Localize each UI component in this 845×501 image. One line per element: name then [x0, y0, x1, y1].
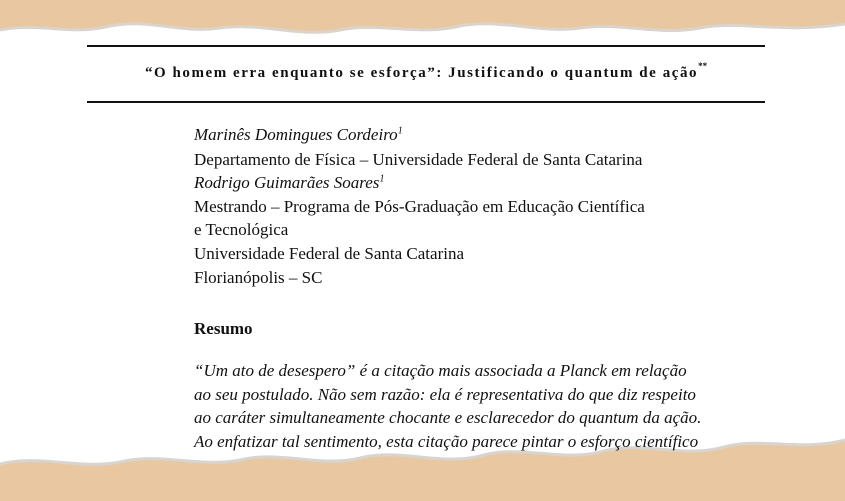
title-footnote-mark: **	[698, 61, 708, 71]
author-1-mark: 1	[397, 125, 403, 137]
abstract-heading: Resumo	[194, 319, 253, 338]
affiliation-line-3: e Tecnológica	[194, 220, 289, 239]
abstract-line-2: ao seu postulado. Não sem razão: ela é representativa do que diz respeito	[194, 385, 696, 404]
abstract-line-3: ao caráter simultaneamente chocante e esclarecedor do quantum da ação.	[194, 408, 702, 427]
author-1-name: Marinês Domingues Cordeiro	[194, 125, 398, 144]
author-2	[194, 173, 384, 193]
paper-title	[87, 63, 765, 82]
affiliation-line-2: Mestrando – Programa de Pós-Graduação em Educação Científica	[194, 197, 645, 216]
abstract-line-1: “Um ato de desespero” é a citação mais associada a Planck em relação	[194, 361, 687, 380]
abstract-line-4: Ao enfatizar tal sentimento, esta citação parece pintar o esforço científico	[194, 432, 699, 451]
title-rule-bottom	[87, 101, 765, 103]
title-rule-top	[87, 45, 765, 47]
affiliation-line-1: Departamento de Física – Universidade Federal de Santa Catarina	[194, 150, 643, 169]
author-2-name: Rodrigo Guimarães Soares	[194, 173, 380, 192]
author-1	[194, 125, 403, 145]
author-2-mark: 1	[379, 173, 385, 185]
paper-title-text: “O homem erra enquanto se esforça”: Justificando o quantum de ação	[144, 65, 699, 81]
affiliation-line-5: Florianópolis – SC	[194, 268, 323, 287]
affiliation-line-4: Universidade Federal de Santa Catarina	[194, 244, 465, 263]
